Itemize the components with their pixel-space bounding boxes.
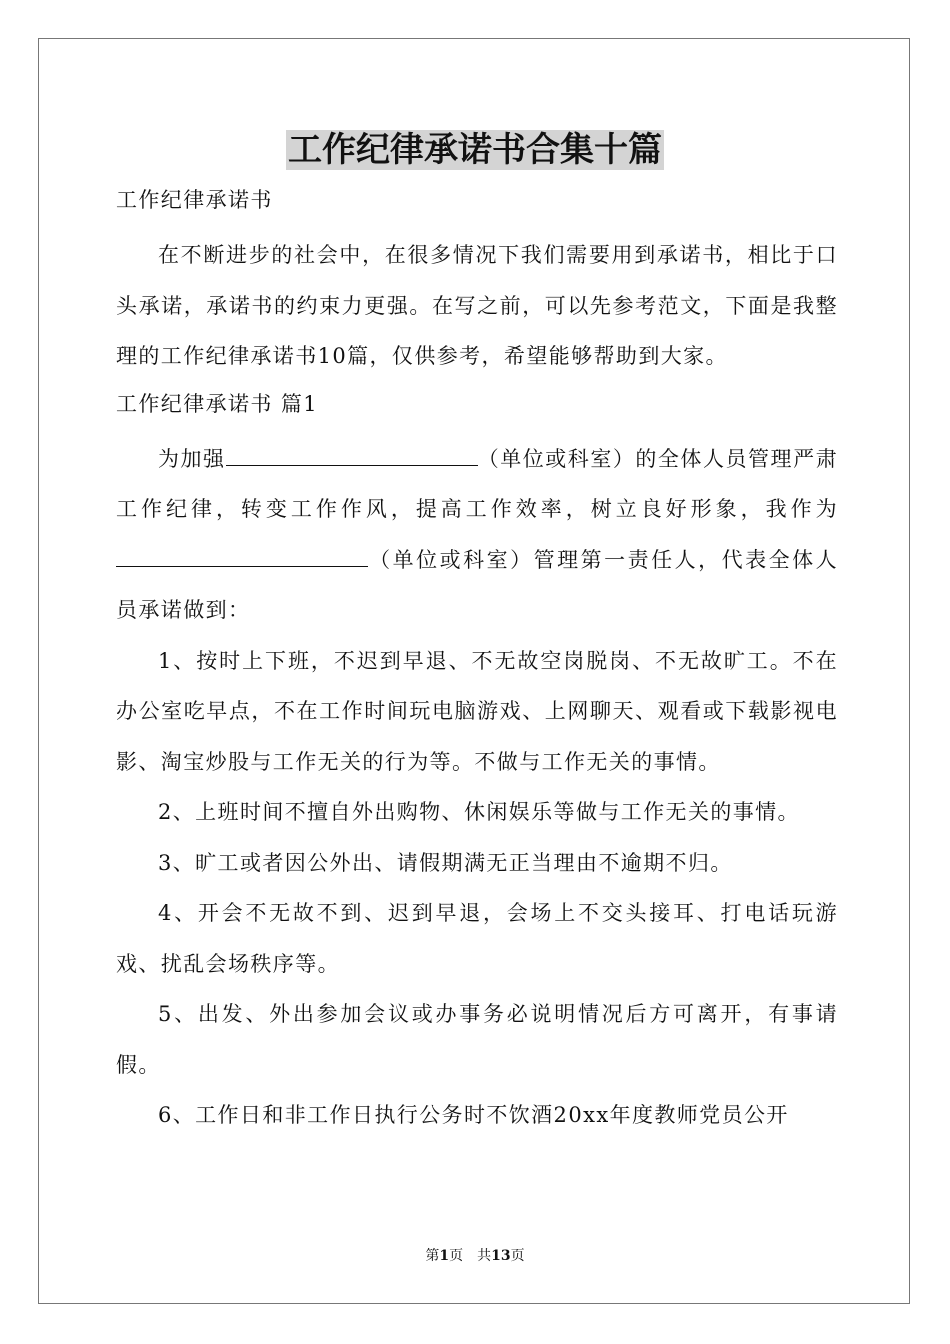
pledge-prefix: 为加强 <box>158 446 226 471</box>
page-footer <box>0 1246 950 1266</box>
section-heading: 工作纪律承诺书 <box>116 188 273 212</box>
rule-item-6: 6、工作日和非工作日执行公务时不饮酒20xx年度教师党员公开 <box>158 1103 789 1127</box>
intro-paragraph: 在不断进步的社会中，在很多情况下我们需要用到承诺书，相比于口头承诺，承诺书的约束力更强。在写之前，可以先参考范文，下面是我整理的工作纪律承诺书10篇，仅供参考，希望能够帮助到大家。 <box>116 243 838 368</box>
rule-item-3: 3、旷工或者因公外出、请假期满无正当理由不逾期不归。 <box>158 850 733 875</box>
rule-item-5: 5、出发、外出参加会议或办事务必说明情况后方可离开，有事请假。 <box>116 1002 838 1077</box>
pledge-paragraph <box>116 434 838 636</box>
footer-page-mid: 页 共 <box>449 1248 492 1264</box>
unit-blank-1 <box>226 441 478 466</box>
rule-item-4: 4、开会不无故不到、迟到早退，会场上不交头接耳、打电话玩游戏、扰乱会场秩序等。 <box>116 901 838 976</box>
document-title: 工作纪律承诺书合集十篇 <box>288 130 662 170</box>
section-heading-part1: 工作纪律承诺书 篇1 <box>116 391 319 416</box>
document-body <box>116 178 838 1141</box>
footer-page-suffix: 页 <box>510 1248 525 1264</box>
footer-page-number: 1 <box>439 1248 450 1264</box>
rule-item-1: 1、按时上下班，不迟到早退、不无故空岗脱岗、不无故旷工。不在办公室吃早点，不在工作时间玩电脑游戏、上网聊天、观看或下载影视电影、淘宝炒股与工作无关的行为等。不做与工作无关的事情。 <box>116 648 838 774</box>
rule-item-2: 2、上班时间不擅自外出购物、休闲娱乐等做与工作无关的事情。 <box>158 800 800 824</box>
footer-page-prefix: 第 <box>425 1248 440 1264</box>
footer-total-pages: 13 <box>491 1248 511 1264</box>
unit-blank-2 <box>116 542 368 567</box>
pledge-suffix: （单位或科室）管理第一责任人，代表全体人员承诺做到： <box>116 547 838 622</box>
pledge-middle: （单位或科室）的全体人员管理严肃工作纪律，转变工作作风，提高工作效率，树立良好形象，我作为 <box>116 446 838 521</box>
